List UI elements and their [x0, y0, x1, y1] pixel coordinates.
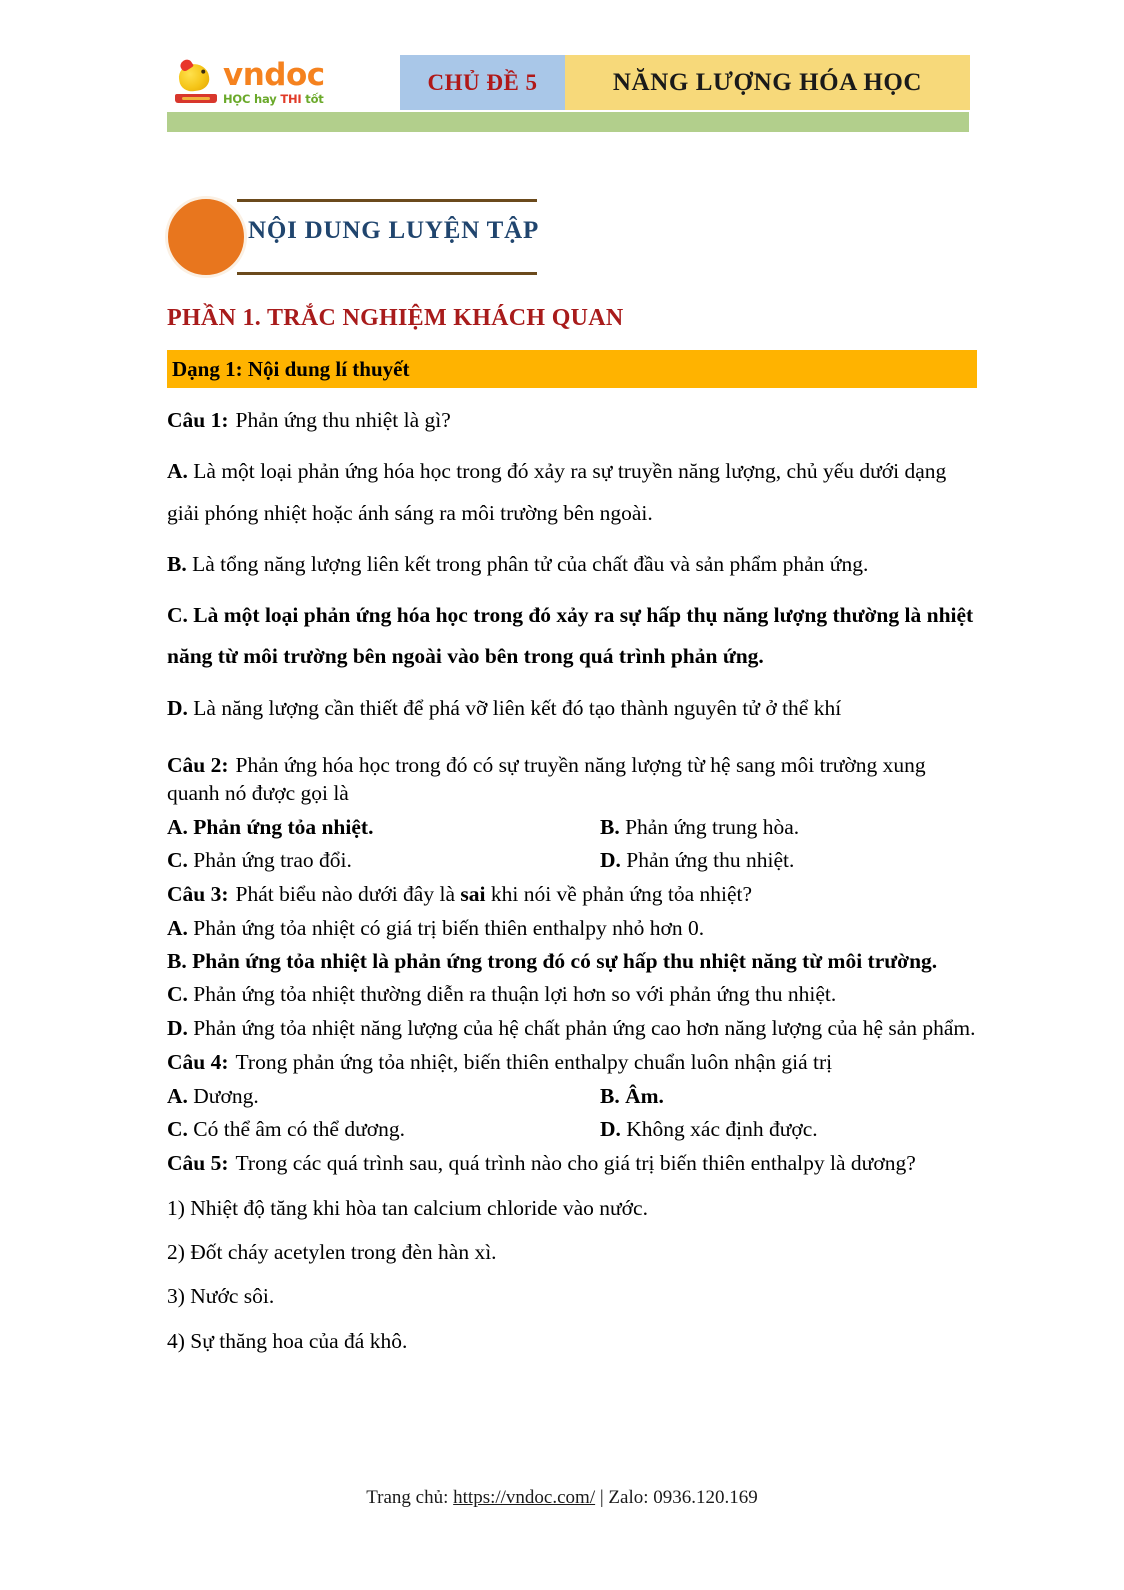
options-two-column [167, 846, 977, 874]
question-text-post: khi nói về phản ứng tỏa nhiệt? [485, 882, 753, 907]
option-letter: A. [167, 1083, 188, 1108]
logo-tagline [223, 91, 325, 106]
footer-suffix: | Zalo: 0936.120.169 [595, 1487, 758, 1508]
list-item: 3) Nước sôi. [167, 1284, 275, 1309]
footer-prefix: Trang chủ: [366, 1487, 454, 1508]
option-letter: D. [600, 1116, 621, 1141]
question-text: Trong các quá trình sau, quá trình nào cho giá trị biến thiên enthalpy là dương? [235, 1151, 916, 1176]
option-letter: C. [167, 1116, 188, 1141]
footer-website-link[interactable]: https://vndoc.com/ [453, 1487, 596, 1508]
question-text: Phản ứng thu nhiệt là gì? [235, 408, 451, 432]
option-text: Phản ứng trao đổi. [193, 847, 352, 872]
option-letter: B. [600, 814, 620, 839]
option-row [167, 1014, 977, 1042]
option-row [167, 595, 977, 678]
option-letter: A. [167, 459, 188, 484]
option-row [167, 451, 977, 534]
question-number: Câu 2: [167, 752, 229, 777]
options-two-column [167, 813, 977, 841]
option-letter: D. [600, 847, 621, 872]
logo-base-shape [175, 94, 217, 103]
option-letter: A. [167, 814, 188, 839]
part-title: PHẦN 1. TRẮC NGHIỆM KHÁCH QUAN [167, 305, 624, 331]
vndoc-logo [165, 55, 400, 110]
chu-de-label: CHỦ ĐỀ 5 [427, 69, 538, 95]
question-prompt [167, 880, 977, 908]
option-text: Là một loại phản ứng hóa học trong đó xảy ra sự hấp thụ năng lượng thường là nhiệt năng từ môi trường bên ngoài vào bên trong quá trình phản ứng. [167, 603, 974, 669]
option-row [167, 688, 977, 729]
options-two-column [167, 1082, 977, 1110]
option-row [167, 914, 977, 942]
option-row [600, 1082, 977, 1110]
dang-band [167, 350, 977, 388]
option-text: Phản ứng trung hòa. [625, 814, 800, 839]
chick-body-shape [177, 62, 210, 93]
document-content [167, 305, 977, 1355]
question-prompt [167, 1149, 977, 1177]
question-prompt [167, 1048, 977, 1076]
question-number: Câu 3: [167, 882, 229, 907]
option-text: Là năng lượng cần thiết để phá vỡ liên kết đó tạo thành nguyên tử ở thể khí [193, 695, 842, 720]
chick-logo-icon [173, 62, 219, 104]
option-letter: B. [167, 551, 187, 576]
option-letter: B. [167, 949, 187, 974]
options-column-left [167, 1082, 600, 1110]
logo-tagline-part2: THI [280, 91, 306, 106]
option-letter: D. [167, 695, 188, 720]
option-text: Phản ứng tỏa nhiệt năng lượng của hệ chất phản ứng cao hơn năng lượng của hệ sản phẩm. [193, 1015, 976, 1040]
options-column-right [600, 1115, 977, 1143]
option-row [167, 1115, 600, 1143]
page-footer [0, 1487, 1124, 1509]
question-number: Câu 1: [167, 408, 229, 432]
option-row [600, 813, 977, 841]
section-circle-decoration [165, 196, 247, 278]
option-row [167, 813, 600, 841]
question-prompt [167, 751, 977, 808]
option-row [167, 980, 977, 1008]
question-text-emphasis: sai [460, 882, 486, 907]
header-bands [165, 55, 970, 110]
list-item: 2) Đốt cháy acetylen trong đèn hàn xì. [167, 1240, 497, 1265]
option-text: Không xác định được. [626, 1116, 818, 1141]
option-row [167, 947, 977, 975]
option-text: Phản ứng tỏa nhiệt. [193, 814, 374, 839]
option-text: Là một loại phản ứng hóa học trong đó xảy ra sự truyền năng lượng, chủ yếu dưới dạng giải phóng nhiệt hoặc ánh sáng ra môi trường bên ngoài. [167, 459, 947, 525]
option-letter: C. [167, 603, 188, 628]
question-text: Trong phản ứng tỏa nhiệt, biến thiên enthalpy chuẩn luôn nhận giá trị [235, 1050, 833, 1075]
logo-text-block [223, 56, 325, 106]
options-column-right [600, 1082, 977, 1110]
list-item: 1) Nhiệt độ tăng khi hòa tan calcium chloride vào nước. [167, 1195, 648, 1220]
question-number: Câu 5: [167, 1151, 229, 1176]
dang-label: Dạng 1: Nội dung lí thuyết [172, 356, 410, 381]
question-prompt [167, 400, 977, 441]
options-two-column [167, 1115, 977, 1143]
options-column-right [600, 846, 977, 874]
header-green-bar [167, 112, 969, 132]
question-number: Câu 4: [167, 1050, 229, 1075]
option-row [600, 846, 977, 874]
option-text: Dương. [193, 1083, 259, 1108]
section-rule-top [237, 199, 537, 202]
options-column-left [167, 1115, 600, 1143]
option-row [600, 1115, 977, 1143]
list-item: 4) Sự thăng hoa của đá khô. [167, 1328, 408, 1353]
option-text: Phản ứng tỏa nhiệt là phản ứng trong đó có sự hấp thu nhiệt năng từ môi trường. [192, 949, 938, 974]
option-text: Có thể âm có thể dương. [193, 1116, 405, 1141]
logo-wordmark: vndoc [223, 56, 325, 93]
page-title: NĂNG LƯỢNG HÓA HỌC [612, 68, 923, 96]
chu-de-band [400, 55, 565, 110]
logo-tagline-part3: tốt [305, 91, 324, 106]
option-row [167, 1082, 600, 1110]
option-letter: D. [167, 1015, 188, 1040]
option-text: Âm. [625, 1083, 664, 1108]
options-column-left [167, 846, 600, 874]
option-row [167, 846, 600, 874]
option-row [167, 544, 977, 585]
section-heading-block [165, 190, 565, 280]
question-text-pre: Phát biểu nào dưới đây là [235, 882, 461, 907]
options-column-right [600, 813, 977, 841]
section-heading-label: NỘI DUNG LUYỆN TẬP [248, 217, 540, 244]
options-column-left [167, 813, 600, 841]
option-text: Phản ứng tỏa nhiệt có giá trị biến thiên enthalpy nhỏ hơn 0. [193, 915, 705, 940]
logo-tagline-part1: HỌC hay [223, 91, 281, 106]
section-rule-bottom [237, 272, 537, 275]
option-letter: A. [167, 915, 188, 940]
option-letter: C. [167, 982, 188, 1007]
option-text: Là tổng năng lượng liên kết trong phân tử của chất đầu và sản phẩm phản ứng. [192, 551, 869, 576]
option-letter: B. [600, 1083, 620, 1108]
option-text: Phản ứng tỏa nhiệt thường diễn ra thuận lợi hơn so với phản ứng thu nhiệt. [193, 982, 837, 1007]
page-header [0, 0, 1124, 140]
option-letter: C. [167, 847, 188, 872]
question-text: Phản ứng hóa học trong đó có sự truyền năng lượng từ hệ sang môi trường xung quanh nó được gọi là [167, 752, 926, 806]
option-text: Phản ứng thu nhiệt. [626, 847, 795, 872]
header-title-band [565, 55, 970, 110]
